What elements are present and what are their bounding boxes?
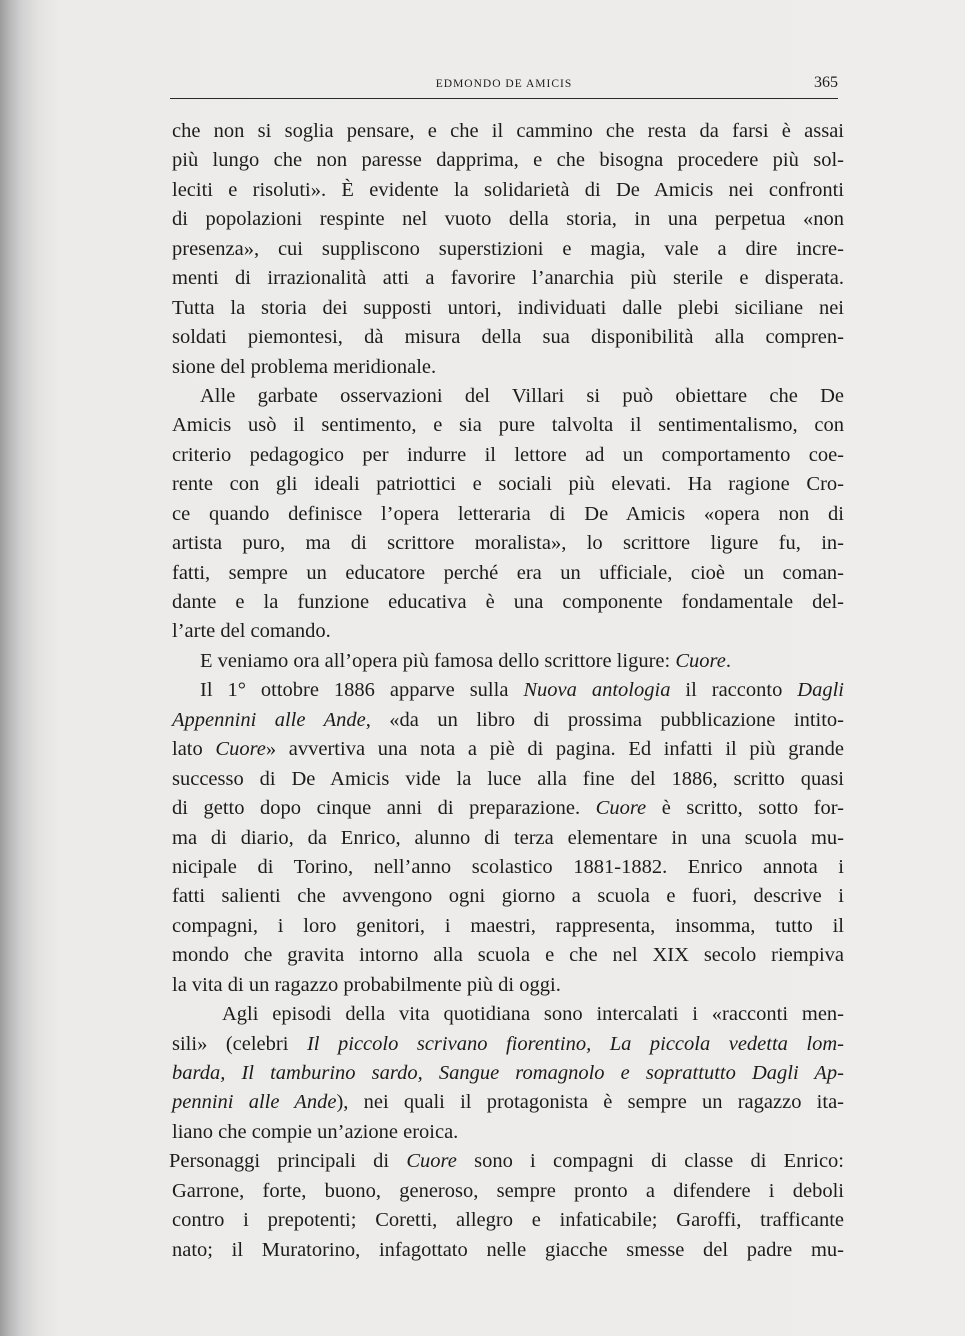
text-line: Amicis usò il sentimento, e sia pure talvolta il sentimentalismo, con — [172, 414, 844, 437]
italic-title: Cuore — [406, 1150, 457, 1173]
text-line — [169, 1147, 844, 1176]
text-line: artista puro, ma di scrittore moralista», lo scrittore ligure fu, in- — [172, 532, 844, 555]
text-line: liano che compie un’azione eroica. — [172, 1120, 459, 1143]
text-line: Agli episodi della vita quotidiana sono intercalati i «racconti men- — [222, 1003, 844, 1026]
text-line: l’arte del comando. — [172, 620, 331, 643]
text-line: rente con gli ideali patriottici e sociali più elevati. Ha ragione Cro- — [172, 473, 844, 496]
text-line — [172, 735, 844, 764]
text-line: Alle garbate osservazioni del Villari si può obiettare che De — [200, 384, 844, 407]
text-run: , «da un libro di prossima pubblicazione intito- — [365, 708, 844, 731]
italic-title: Il piccolo scrivano fiorentino, La piccola vedetta lom- — [306, 1032, 845, 1055]
text-line: che non si soglia pensare, e che il cammino che resta da farsi è assai — [172, 120, 844, 142]
text-line: più lungo che non paresse dapprima, e che bisogna procedere più sol- — [172, 149, 844, 172]
text-run: E veniamo ora all’opera più famosa dello scrittore ligure: — [200, 649, 676, 672]
text-line: presenza», cui suppliscono superstizioni e magia, vale a dire incre- — [172, 237, 844, 260]
text-line: di popolazioni respinte nel vuoto della storia, in una perpetua «non — [172, 208, 844, 231]
text-line: menti di irrazionalità atti a favorire l’anarchia più sterile e disperata. — [172, 267, 844, 290]
text-run: ), nei quali il protagonista è sempre un ragazzo ita- — [336, 1091, 844, 1114]
text-line: fatti salienti che avvengono ogni giorno a scuola e fuori, descrive i — [172, 885, 844, 908]
italic-title: Cuore — [215, 738, 266, 761]
page-number: 365 — [814, 74, 838, 91]
text-line: leciti e risoluti». È evidente la solidarietà di De Amicis nei confronti — [172, 178, 844, 201]
page-header — [170, 74, 838, 99]
text-line — [172, 706, 844, 735]
italic-title: Dagli — [797, 679, 844, 702]
text-line: nato; il Muratorino, infagottato nelle giacche smesse del padre mu- — [172, 1238, 844, 1261]
text-line: contro i prepotenti; Coretti, allegro e infaticabile; Garoffi, trafficante — [172, 1209, 844, 1232]
text-line — [172, 676, 844, 705]
italic-title: Appennini alle Ande — [172, 708, 366, 731]
body-text — [169, 117, 845, 1265]
text-run: di getto dopo cinque anni di preparazione. — [172, 797, 596, 820]
text-line: successo di De Amicis vide la luce alla fine del 1886, scritto quasi — [172, 767, 844, 790]
text-line: mondo che gravita intorno alla scuola e che nel XIX secolo riempiva — [172, 944, 844, 967]
text-run: » avvertiva una nota a piè di pagina. Ed infatti il più grande — [265, 738, 844, 761]
running-head: EDMONDO DE AMICIS — [435, 78, 573, 90]
text-run: Il 1° ottobre 1886 apparve sulla — [200, 679, 524, 702]
text-line: fatti, sempre un educatore perché era un ufficiale, cioè un coman- — [172, 561, 844, 584]
text-line: soldati piemontesi, dà misura della sua disponibilità alla compren- — [172, 326, 844, 349]
text-run: sili» (celebri — [172, 1032, 307, 1055]
text-line — [172, 647, 844, 676]
text-line: nicipale di Torino, nell’anno scolastico 1881-1882. Enrico annota i — [172, 855, 844, 878]
text-line: dante e la funzione educativa è una componente fondamentale del- — [172, 591, 844, 613]
text-line: ma di diario, da Enrico, alunno di terza elementare in una scuola mu- — [172, 826, 844, 849]
text-run: Personaggi principali di — [169, 1150, 407, 1173]
text-line: Garrone, forte, buono, generoso, sempre pronto a difendere i deboli — [172, 1179, 844, 1202]
italic-title: pennini alle Ande — [172, 1091, 337, 1114]
text-line — [172, 1059, 844, 1088]
text-run: sono i compagni di classe di Enrico: — [456, 1150, 844, 1173]
italic-title: barda, Il tamburino sardo, Sangue romagnolo e soprattutto Dagli Ap- — [172, 1062, 844, 1084]
text-run: il racconto — [670, 679, 798, 702]
text-line: sione del problema meridionale. — [172, 355, 437, 378]
italic-title: Cuore — [595, 797, 647, 820]
text-line: criterio pedagogico per indurre il lettore ad un comportamento coe- — [172, 443, 844, 466]
text-line — [172, 1030, 844, 1059]
italic-title: Cuore — [675, 649, 726, 672]
text-line — [172, 794, 844, 823]
text-line: compagni, i loro genitori, i maestri, rappresenta, insomma, tutto il — [172, 914, 844, 937]
italic-title: Nuova antologia — [523, 679, 671, 702]
text-line: la vita di un ragazzo probabilmente più di oggi. — [172, 973, 561, 996]
text-run: è scritto, sotto for- — [646, 797, 844, 820]
text-line: ce quando definisce l’opera letteraria di De Amicis «opera non di — [172, 502, 844, 525]
text-run: . — [725, 649, 731, 672]
text-line: Tutta la storia dei supposti untori, individuati dalle plebi siciliane nei — [172, 296, 844, 319]
text-line — [172, 1088, 844, 1117]
text-run: lato — [172, 738, 216, 761]
